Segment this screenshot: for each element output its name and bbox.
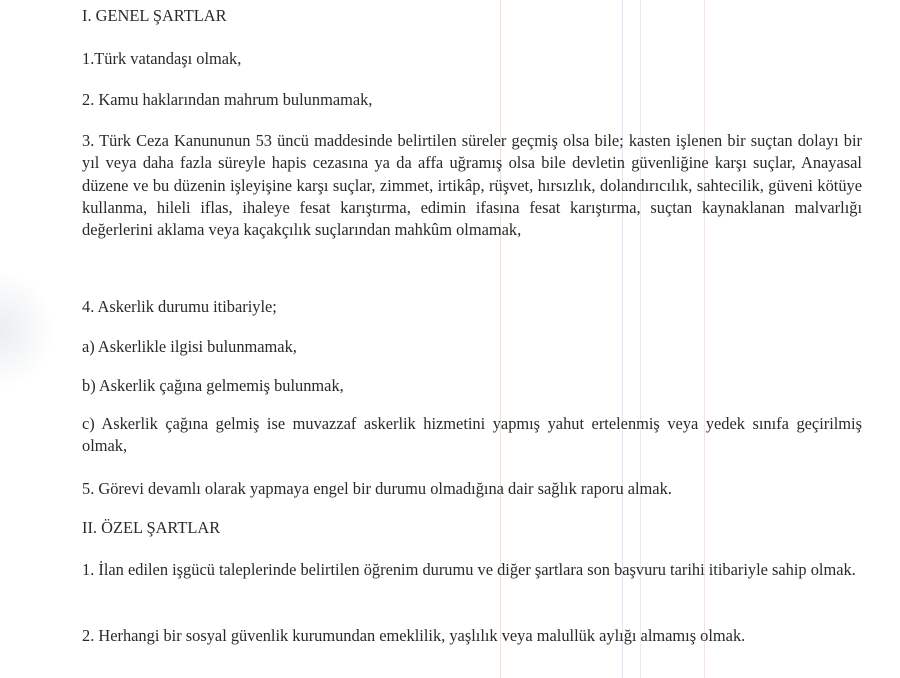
general-condition-2: 2. Kamu haklarından mahrum bulunmamak, [82,90,373,109]
general-condition-3: 3. Türk Ceza Kanununun 53 üncü maddesinde belirtilen süreler geçmiş olsa bile; kasten işlenen bir suçtan dolayı bir yıl veya daha fazla süreyle hapis cezasına ya da affa uğramış olsa bile devletin güvenliğine karşı suçlar, Anayasal düzene ve bu düzenin işleyişine karşı suçlar, zimmet, irtikâp, rüşvet, hırsızlık, dolandırıcılık, sahtecilik, güveni kötüye kullanma, hileli iflas, ihaleye fesat karıştırma, edimin ifasına fesat karıştırma, suçtan kaynaklanan malvarlığı değerlerini aklama veya kaçakçılık suçlarından mahkûm olmamak, [82,131,862,240]
special-condition-1: 1. İlan edilen işgücü taleplerinde belirtilen öğrenim durumu ve diğer şartlara son başvuru tarihi itibariyle sahip olmak. [82,560,856,579]
special-condition-2: 2. Herhangi bir sosyal güvenlik kurumundan emeklilik, yaşlılık veya malullük aylığı almamış olmak. [82,626,746,645]
special-conditions-heading: II. ÖZEL ŞARTLAR [82,518,221,537]
general-conditions-heading: I. GENEL ŞARTLAR [82,6,227,25]
general-condition-4: 4. Askerlik durumu itibariyle; [82,297,277,316]
military-condition-a: a) Askerlikle ilgisi bulunmamak, [82,337,297,356]
general-condition-5: 5. Görevi devamlı olarak yapmaya engel bir durumu olmadığına dair sağlık raporu almak. [82,479,672,498]
military-condition-c: c) Askerlik çağına gelmiş ise muvazzaf askerlik hizmetini yapmış yahut ertelenmiş veya yedek sınıfa geçirilmiş olmak, [82,414,862,456]
scan-smudge [0,270,55,390]
general-condition-1: 1.Türk vatandaşı olmak, [82,49,242,68]
military-condition-b: b) Askerlik çağına gelmemiş bulunmak, [82,376,344,395]
